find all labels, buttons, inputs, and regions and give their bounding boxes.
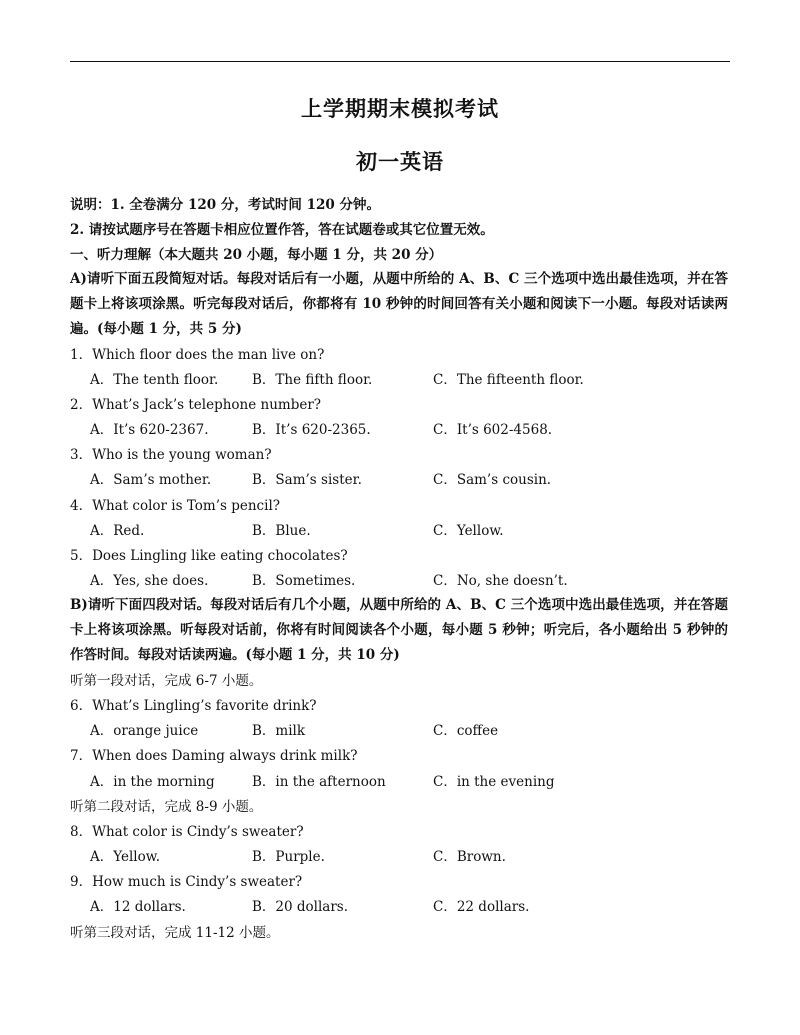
dialog-3-instruction: 听第三段对话，完成 11-12 小题。 xyxy=(70,925,280,941)
question-3-option-b: B．Sam’s sister. xyxy=(252,472,362,488)
part-b-directions: B)请听下面四段对话。每段对话后有几个小题，从题中所给的 A、B、C 三个选项中选出最佳选项，并在答题卡上将该项涂黑。听每段对话前，你将有时间阅读各个小题，每小题 5 秒钟；听完后，各小题给出 5 秒钟的作答时间。每段对话读两遍。(每小题 1 分，共 10 分) xyxy=(70,597,728,664)
question-3-option-a: A．Sam’s mother. xyxy=(90,472,212,488)
question-4-option-b: B．Blue. xyxy=(252,523,311,539)
question-2-option-b: B．It’s 620-2365. xyxy=(252,422,371,438)
question-6: 6．What’s Lingling’s favorite drink? xyxy=(70,698,317,714)
question-1-option-c: C．The fifteenth floor. xyxy=(433,372,584,388)
dialog-2-instruction: 听第二段对话，完成 8-9 小题。 xyxy=(70,799,263,815)
question-5-option-b: B．Sometimes. xyxy=(252,573,356,589)
question-6-option-a: A．orange juice xyxy=(90,723,199,739)
question-5-option-c: C．No, she doesn’t. xyxy=(433,573,568,589)
question-1: 1．Which floor does the man live on? xyxy=(70,347,325,363)
question-3: 3．Who is the young woman? xyxy=(70,447,272,463)
instruction-note-2: 2. 请按试题序号在答题卡相应位置作答，答在试题卷或其它位置无效。 xyxy=(70,222,494,238)
question-9: 9．How much is Cindy’s sweater? xyxy=(70,874,303,890)
question-4-option-a: A．Red. xyxy=(90,523,145,539)
question-8-option-b: B．Purple. xyxy=(252,849,325,865)
question-2: 2．What’s Jack’s telephone number? xyxy=(70,397,322,413)
question-8-option-c: C．Brown. xyxy=(433,849,506,865)
question-9-option-c: C．22 dollars. xyxy=(433,899,530,915)
question-6-option-c: C．coffee xyxy=(433,723,499,739)
question-8-option-a: A．Yellow. xyxy=(90,849,160,865)
question-7-option-a: A．in the morning xyxy=(90,774,215,790)
question-4-option-c: C．Yellow. xyxy=(433,523,504,539)
instruction-note-1: 说明：1. 全卷满分 120 分，考试时间 120 分钟。 xyxy=(70,197,380,213)
question-4: 4．What color is Tom’s pencil? xyxy=(70,498,280,514)
question-2-option-c: C．It’s 602-4568. xyxy=(433,422,553,438)
section-heading-listening: 一、听力理解（本大题共 20 小题，每小题 1 分，共 20 分） xyxy=(70,247,443,263)
question-1-option-b: B．The fifth floor. xyxy=(252,372,373,388)
header-rule xyxy=(70,61,730,62)
question-3-option-c: C．Sam’s cousin. xyxy=(433,472,552,488)
question-7-option-c: C．in the evening xyxy=(433,774,555,790)
question-7: 7．When does Daming always drink milk? xyxy=(70,748,358,764)
question-9-option-a: A．12 dollars. xyxy=(90,899,186,915)
question-2-option-a: A．It’s 620-2367. xyxy=(90,422,209,438)
question-7-option-b: B．in the afternoon xyxy=(252,774,386,790)
dialog-1-instruction: 听第一段对话，完成 6-7 小题。 xyxy=(70,673,263,689)
question-9-option-b: B．20 dollars. xyxy=(252,899,349,915)
question-5-option-a: A．Yes, she does. xyxy=(90,573,209,589)
part-a-directions: A)请听下面五段简短对话。每段对话后有一小题，从题中所给的 A、B、C 三个选项中选出最佳选项，并在答题卡上将该项涂黑。听完每段对话后，你都将有 10 秒钟的时间回答有关小题和阅读下一小题。每段对话读两遍。(每小题 1 分，共 5 分) xyxy=(70,271,728,338)
question-8: 8．What color is Cindy’s sweater? xyxy=(70,824,304,840)
question-5: 5．Does Lingling like eating chocolates? xyxy=(70,548,348,564)
question-1-option-a: A．The tenth floor. xyxy=(90,372,219,388)
exam-title: 上学期期末模拟考试 xyxy=(301,96,499,121)
question-6-option-b: B．milk xyxy=(252,723,306,739)
exam-subject: 初一英语 xyxy=(356,149,444,174)
